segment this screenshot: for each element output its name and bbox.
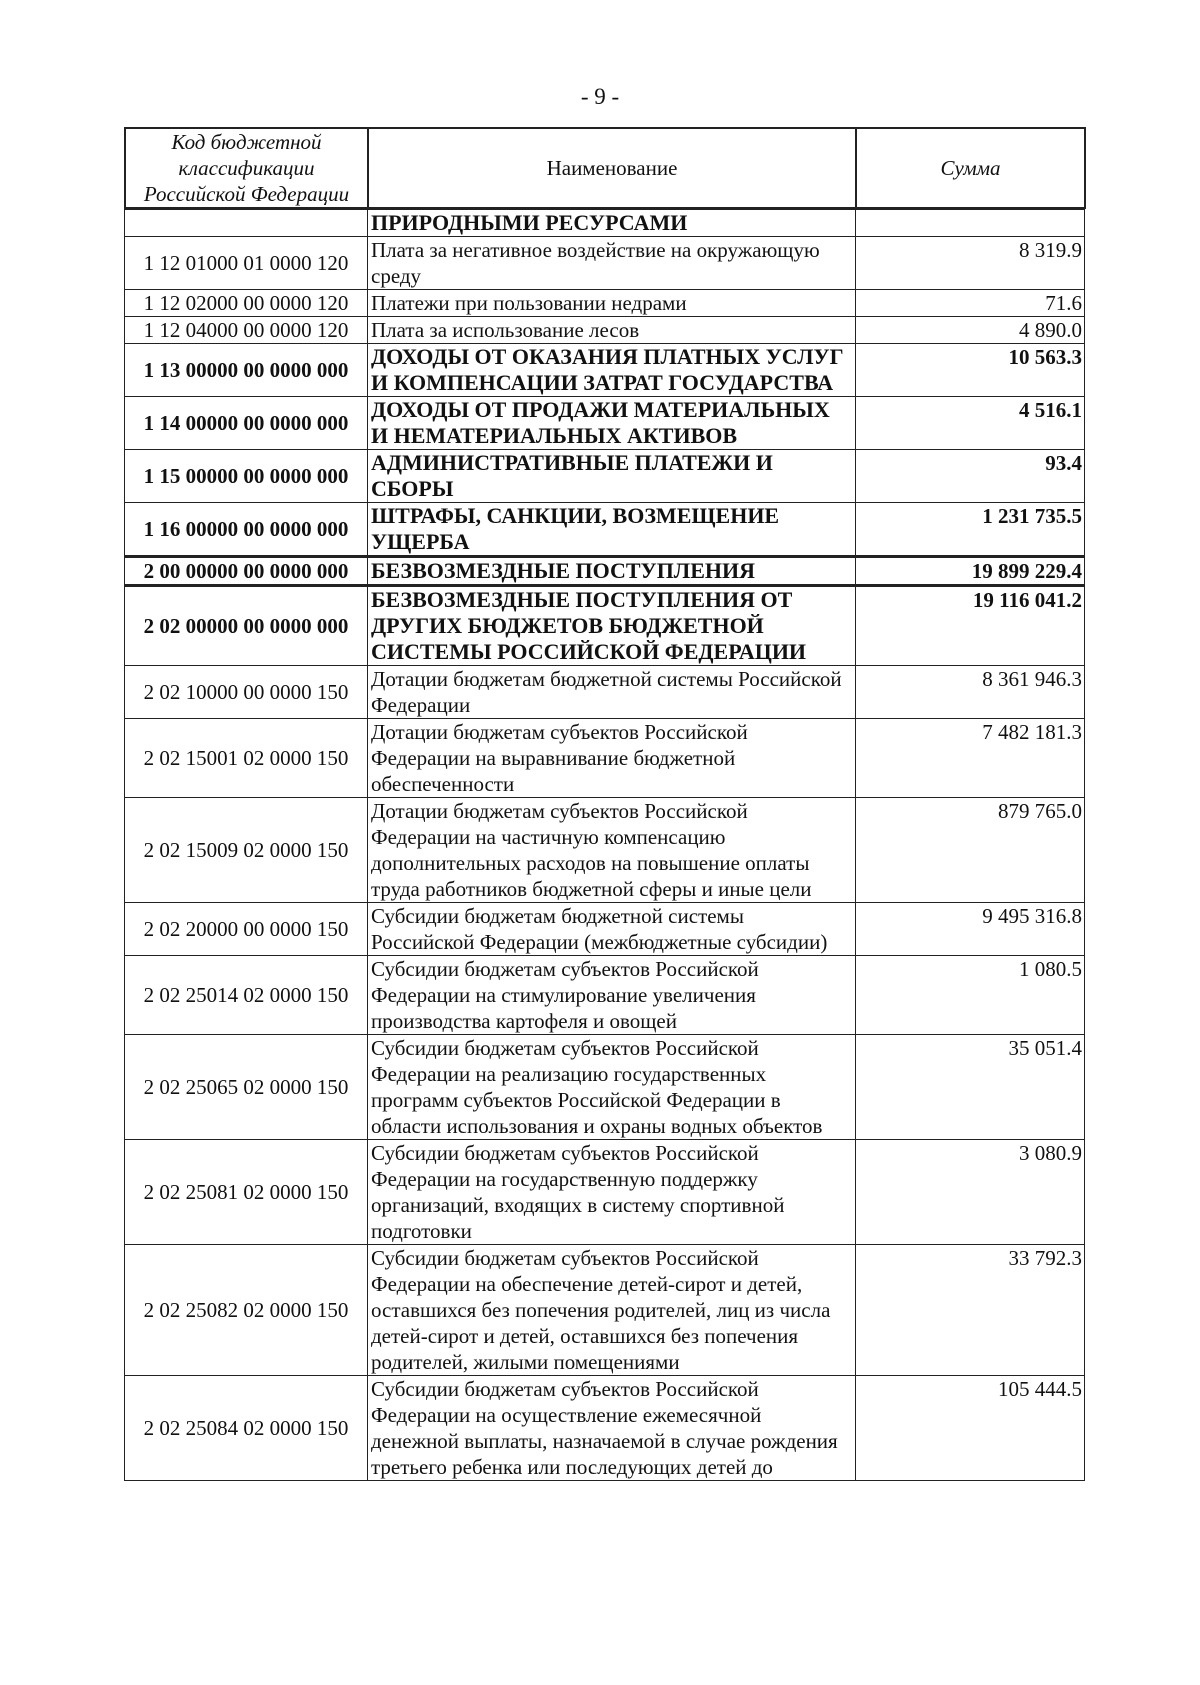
cell-name: БЕЗВОЗМЕЗДНЫЕ ПОСТУПЛЕНИЯ: [368, 557, 856, 586]
cell-sum: [856, 210, 1085, 237]
cell-sum: 10 563.3: [856, 344, 1085, 397]
cell-sum: 8 361 946.3: [856, 666, 1085, 719]
table-row: [125, 557, 1085, 586]
cell-code: 1 12 04000 00 0000 120: [125, 317, 368, 344]
cell-sum: 3 080.9: [856, 1140, 1085, 1245]
table-header: [124, 127, 1086, 209]
table-body: [124, 209, 1085, 1481]
cell-code: 2 02 15001 02 0000 150: [125, 719, 368, 798]
cell-code: 2 02 25082 02 0000 150: [125, 1245, 368, 1376]
table-row: [125, 503, 1085, 557]
cell-name: Платежи при пользовании недрами: [368, 290, 856, 317]
cell-name: ПРИРОДНЫМИ РЕСУРСАМИ: [368, 210, 856, 237]
cell-name: АДМИНИСТРАТИВНЫЕ ПЛАТЕЖИ И СБОРЫ: [368, 450, 856, 503]
cell-sum: 9 495 316.8: [856, 903, 1085, 956]
cell-code: 2 02 20000 00 0000 150: [125, 903, 368, 956]
cell-sum: 35 051.4: [856, 1035, 1085, 1140]
cell-sum: 4 516.1: [856, 397, 1085, 450]
page-number: - 9 -: [580, 84, 620, 109]
cell-sum: 879 765.0: [856, 798, 1085, 903]
table-row: [125, 210, 1085, 237]
table-row: [125, 1376, 1085, 1481]
cell-sum: 33 792.3: [856, 1245, 1085, 1376]
cell-name: Субсидии бюджетам субъектов Российской Федерации на государственную поддержку организаций, входящих в систему спортивной подготовки: [368, 1140, 856, 1245]
cell-code: 1 15 00000 00 0000 000: [125, 450, 368, 503]
cell-name: БЕЗВОЗМЕЗДНЫЕ ПОСТУПЛЕНИЯ ОТ ДРУГИХ БЮДЖЕТОВ БЮДЖЕТНОЙ СИСТЕМЫ РОССИЙСКОЙ ФЕДЕРАЦИИ: [368, 586, 856, 666]
cell-code: 2 02 25084 02 0000 150: [125, 1376, 368, 1481]
table-row: [125, 586, 1085, 666]
cell-code: 2 02 10000 00 0000 150: [125, 666, 368, 719]
cell-code: 2 02 25014 02 0000 150: [125, 956, 368, 1035]
cell-name: Субсидии бюджетам субъектов Российской Федерации на реализацию государственных программ субъектов Российской Федерации в области использования и охраны водных объектов: [368, 1035, 856, 1140]
cell-name: Субсидии бюджетам субъектов Российской Федерации на осуществление ежемесячной денежной выплаты, назначаемой в случае рождения третьего ребенка или последующих детей до: [368, 1376, 856, 1481]
cell-sum: 105 444.5: [856, 1376, 1085, 1481]
budget-table: [124, 127, 1084, 1481]
cell-sum: 19 116 041.2: [856, 586, 1085, 666]
cell-name: Дотации бюджетам субъектов Российской Федерации на частичную компенсацию дополнительных расходов на повышение оплаты труда работников бюджетной сферы и иные цели: [368, 798, 856, 903]
cell-code: 1 12 02000 00 0000 120: [125, 290, 368, 317]
cell-code: 1 16 00000 00 0000 000: [125, 503, 368, 557]
cell-code: 2 02 25065 02 0000 150: [125, 1035, 368, 1140]
cell-sum: 4 890.0: [856, 317, 1085, 344]
cell-name: Дотации бюджетам бюджетной системы Российской Федерации: [368, 666, 856, 719]
header-sum: Сумма: [856, 128, 1085, 208]
cell-name: Плата за негативное воздействие на окружающую среду: [368, 237, 856, 290]
cell-name: Дотации бюджетам субъектов Российской Федерации на выравнивание бюджетной обеспеченности: [368, 719, 856, 798]
table-row: [125, 237, 1085, 290]
cell-code: [125, 210, 368, 237]
table-row: [125, 666, 1085, 719]
table-row: [125, 290, 1085, 317]
table-row: [125, 798, 1085, 903]
cell-sum: 1 231 735.5: [856, 503, 1085, 557]
table-row: [125, 450, 1085, 503]
table-row: [125, 1035, 1085, 1140]
cell-name: ШТРАФЫ, САНКЦИИ, ВОЗМЕЩЕНИЕ УЩЕРБА: [368, 503, 856, 557]
cell-name: Плата за использование лесов: [368, 317, 856, 344]
cell-name: ДОХОДЫ ОТ ОКАЗАНИЯ ПЛАТНЫХ УСЛУГ И КОМПЕНСАЦИИ ЗАТРАТ ГОСУДАРСТВА: [368, 344, 856, 397]
cell-sum: 1 080.5: [856, 956, 1085, 1035]
cell-code: 1 14 00000 00 0000 000: [125, 397, 368, 450]
cell-code: 2 02 25081 02 0000 150: [125, 1140, 368, 1245]
cell-name: Субсидии бюджетам бюджетной системы Российской Федерации (межбюджетные субсидии): [368, 903, 856, 956]
cell-name: Субсидии бюджетам субъектов Российской Федерации на обеспечение детей-сирот и детей, оставшихся без попечения родителей, лиц из числа детей-сирот и детей, оставшихся без попечения родителей, жилыми помещениями: [368, 1245, 856, 1376]
table-row: [125, 956, 1085, 1035]
header-code: Код бюджетной классификации Российской Федерации: [125, 128, 368, 208]
table-row: [125, 317, 1085, 344]
header-name: Наименование: [368, 128, 856, 208]
cell-sum: 93.4: [856, 450, 1085, 503]
cell-code: 2 02 15009 02 0000 150: [125, 798, 368, 903]
cell-name: Субсидии бюджетам субъектов Российской Федерации на стимулирование увеличения производства картофеля и овощей: [368, 956, 856, 1035]
table-row: [125, 1245, 1085, 1376]
cell-sum: 8 319.9: [856, 237, 1085, 290]
table-row: [125, 344, 1085, 397]
cell-name: ДОХОДЫ ОТ ПРОДАЖИ МАТЕРИАЛЬНЫХ И НЕМАТЕРИАЛЬНЫХ АКТИВОВ: [368, 397, 856, 450]
cell-sum: 71.6: [856, 290, 1085, 317]
cell-sum: 19 899 229.4: [856, 557, 1085, 586]
table-row: [125, 1140, 1085, 1245]
table-row: [125, 719, 1085, 798]
cell-code: 2 02 00000 00 0000 000: [125, 586, 368, 666]
table-row: [125, 903, 1085, 956]
cell-code: 2 00 00000 00 0000 000: [125, 557, 368, 586]
cell-code: 1 12 01000 01 0000 120: [125, 237, 368, 290]
table-row: [125, 397, 1085, 450]
cell-code: 1 13 00000 00 0000 000: [125, 344, 368, 397]
cell-sum: 7 482 181.3: [856, 719, 1085, 798]
